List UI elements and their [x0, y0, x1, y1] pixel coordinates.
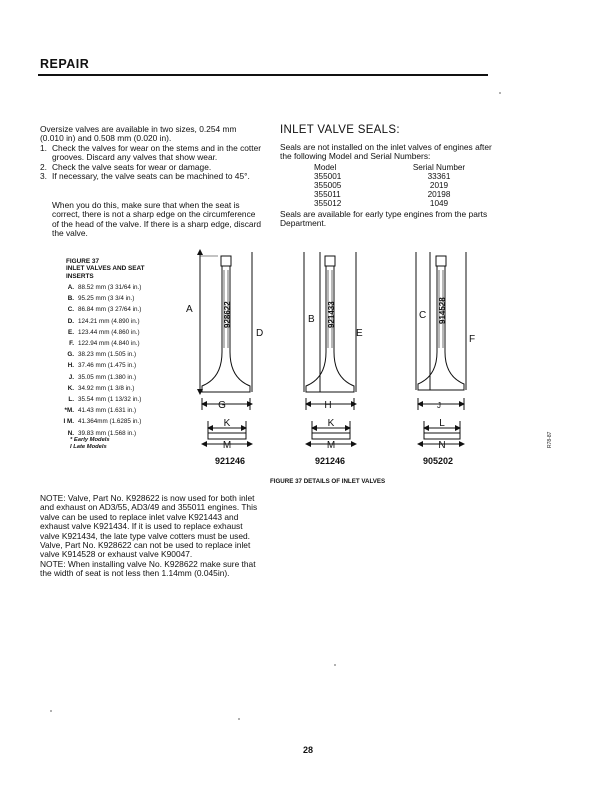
- page-number: 28: [303, 745, 314, 755]
- serial-table: [300, 163, 474, 208]
- section-title: REPAIR: [40, 57, 90, 71]
- label-g: G: [218, 400, 226, 411]
- list-item: G. 38.23 mm (1.505 in.): [67, 351, 137, 359]
- valve-drawings: [186, 250, 496, 475]
- list-item: E. 123.44 mm (4.860 in.): [68, 328, 140, 336]
- seals-available: Seals are available for early type engines from the parts Department.: [280, 209, 488, 229]
- note-1: NOTE: Valve, Part No. K928622 is now used for both inlet and exhaust on AD3/55, AD3/49 and 355011 engines. This valve can be used to replace inlet valve K921443 and exhaust valve K921434. If it is used to replace exhaust valve K921434, the late type valve cotters must be used.: [40, 493, 258, 541]
- list-item: F. 122.94 mm (4.840 in.): [69, 340, 140, 348]
- speck: [50, 710, 52, 712]
- label-a: A: [186, 304, 193, 315]
- label-b: B: [308, 314, 315, 325]
- list-item: A. 88.52 mm (3 31/64 in.): [67, 284, 142, 291]
- oversize-intro: Oversize valves are available in two sizes, 0.254 mm (0.010 in) and 0.508 mm (0.020 in).: [40, 124, 237, 144]
- label-k-2: K: [327, 418, 335, 429]
- figure-legend: * Early Models I Late Models: [70, 437, 110, 450]
- figure-code: R78-87: [547, 431, 553, 448]
- speck: [499, 92, 501, 94]
- notes-block: [40, 494, 264, 579]
- list-item: K. 34.92 mm (1 3/8 in.): [67, 384, 135, 392]
- valve-2-drawing: [304, 252, 356, 444]
- label-n: N: [438, 440, 446, 451]
- table-row: 355011 20198: [314, 190, 451, 199]
- label-m-1: M: [222, 440, 232, 451]
- figure-caption: FIGURE 37 INLET VALVES AND SEAT INSERTS: [66, 258, 145, 280]
- list-item: 1. Check the valves for wear on the stems and in the cotter grooves. Discard any valves that show wear.: [40, 143, 262, 163]
- stem-part-1: 928622: [223, 301, 232, 328]
- label-c: C: [419, 310, 427, 321]
- repair-steps: [40, 144, 262, 182]
- valve-3-drawing: [416, 252, 466, 444]
- list-item: 2. Check the valve seats for wear or damage.: [40, 161, 212, 172]
- speck: [334, 664, 336, 666]
- label-f: F: [469, 334, 476, 345]
- label-m-2: M: [326, 440, 336, 451]
- list-item: D. 124.21 mm (4.890 in.): [67, 317, 140, 325]
- seat-part-3: 905202: [422, 456, 454, 466]
- label-h: H: [324, 400, 332, 411]
- table-row: 355012 1049: [314, 199, 449, 208]
- inlet-seals-title: INLET VALVE SEALS:: [280, 124, 400, 136]
- list-item: 3. If necessary, the valve seats can be machined to 45°.: [40, 171, 250, 182]
- seat-part-1: 921246: [214, 456, 246, 466]
- table-row: 355005 2019: [314, 181, 449, 190]
- valve-1-drawing: [200, 252, 252, 444]
- list-item: *M. 41.43 mm (1.631 in.): [64, 407, 137, 415]
- label-l: L: [439, 418, 445, 429]
- seals-intro: Seals are not installed on the inlet valves of engines after the following Model and Serial Numbers:: [280, 142, 492, 162]
- label-k-1: K: [223, 418, 231, 429]
- seat-part-2: 921246: [314, 456, 346, 466]
- label-e: E: [356, 328, 363, 339]
- list-item: B. 95.25 mm (3 3/4 in.): [67, 295, 135, 303]
- table-header-row: Model Serial Number: [314, 163, 466, 172]
- details-caption: FIGURE 37 DETAILS OF INLET VALVES: [270, 478, 386, 485]
- list-item: J. 35.05 mm (1.380 in.): [68, 373, 137, 381]
- table-row: 355001 33361: [314, 172, 451, 181]
- list-item: N. 39.83 mm (1.568 in.): [67, 429, 137, 437]
- dimension-list: [60, 282, 141, 439]
- label-j: J: [437, 401, 441, 410]
- step3-note: When you do this, make sure that when the seat is correct, there is not a sharp edge on the circumference of the head of the valve. If there is a sharp edge, discard the valve.: [52, 200, 262, 239]
- list-item: L. 35.54 mm (1 13/32 in.): [68, 396, 142, 404]
- header-rule: [38, 74, 488, 76]
- label-d: D: [256, 328, 264, 339]
- list-item: I M. 41.364mm (1.6285 in.): [63, 418, 142, 426]
- list-item: H. 37.46 mm (1.475 in.): [67, 362, 137, 370]
- stem-part-2: 921433: [327, 301, 336, 328]
- speck: [238, 718, 240, 720]
- note-2: Valve, Part No. K928622 can not be used to replace inlet valve K914528 or exhaust valve K90047.: [40, 540, 251, 560]
- stem-part-3: 914528: [438, 297, 447, 324]
- list-item: C. 86.84 mm (3 27/64 in.): [67, 306, 142, 314]
- note-3: NOTE: When installing valve No. K928622 make sure that the width of seat is not less then 1.14mm (0.045in).: [40, 558, 256, 579]
